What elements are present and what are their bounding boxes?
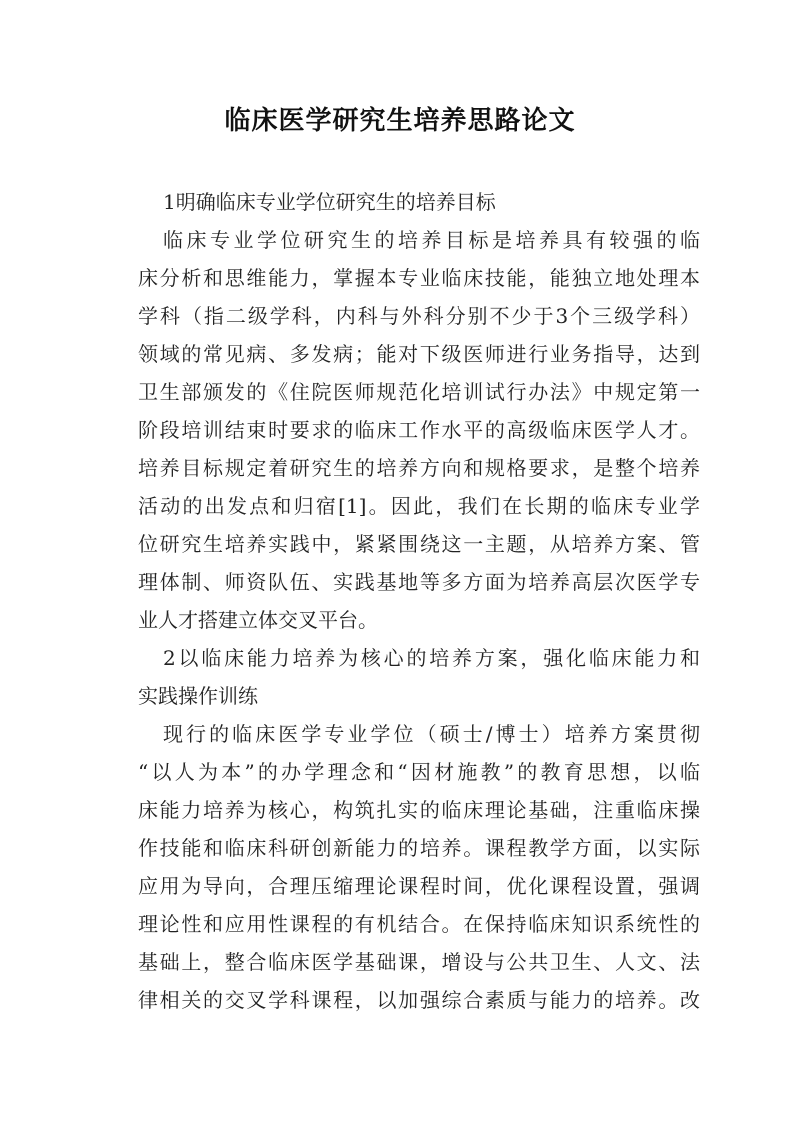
text-line: 业人才搭建立体交叉平台。 — [138, 608, 378, 632]
text-line: 律相关的交叉学科课程，以加强综合素质与能力的培养。改 — [138, 988, 700, 1012]
text-line: 作技能和临床科研创新能力的培养。课程教学方面，以实际 — [138, 836, 700, 860]
text-line: 理体制、师资队伍、实践基地等多方面为培养高层次医学专 — [138, 570, 700, 594]
text-line: 床能力培养为核心，构筑扎实的临床理论基础，注重临床操 — [138, 798, 700, 822]
text-line: 临床专业学位研究生的培养目标是培养具有较强的临 — [163, 228, 700, 252]
text-line: 培养目标规定着研究生的培养方向和规格要求，是整个培养 — [138, 456, 700, 480]
text-line: 学科（指二级学科，内科与外科分别不少于3个三级学科） — [138, 304, 700, 328]
text-line: 位研究生培养实践中，紧紧围绕这一主题，从培养方案、管 — [138, 532, 700, 556]
text-line: 现行的临床医学专业学位（硕士/博士）培养方案贯彻 — [163, 722, 700, 746]
document-title: 临床医学研究生培养思路论文 — [224, 106, 576, 136]
text-line: 活动的出发点和归宿[1]。因此，我们在长期的临床专业学 — [138, 494, 700, 518]
text-line: 2以临床能力培养为核心的培养方案，强化临床能力和 — [163, 646, 700, 670]
text-line: 应用为导向，合理压缩理论课程时间，优化课程设置，强调 — [138, 874, 700, 898]
text-line: 理论性和应用性课程的有机结合。在保持临床知识系统性的 — [138, 912, 700, 936]
text-line: 卫生部颁发的《住院医师规范化培训试行办法》中规定第一 — [138, 380, 700, 404]
text-line: 阶段培训结束时要求的临床工作水平的高级临床医学人才。 — [138, 418, 700, 442]
text-line: 基础上，整合临床医学基础课，增设与公共卫生、人文、法 — [138, 950, 700, 974]
text-line: “以人为本”的办学理念和“因材施教”的教育思想，以临 — [138, 760, 700, 784]
text-line: 领域的常见病、多发病；能对下级医师进行业务指导，达到 — [138, 342, 700, 366]
text-line: 床分析和思维能力，掌握本专业临床技能，能独立地处理本 — [138, 266, 700, 290]
text-line: 1明确临床专业学位研究生的培养目标 — [163, 190, 496, 214]
text-line: 实践操作训练 — [138, 684, 258, 708]
